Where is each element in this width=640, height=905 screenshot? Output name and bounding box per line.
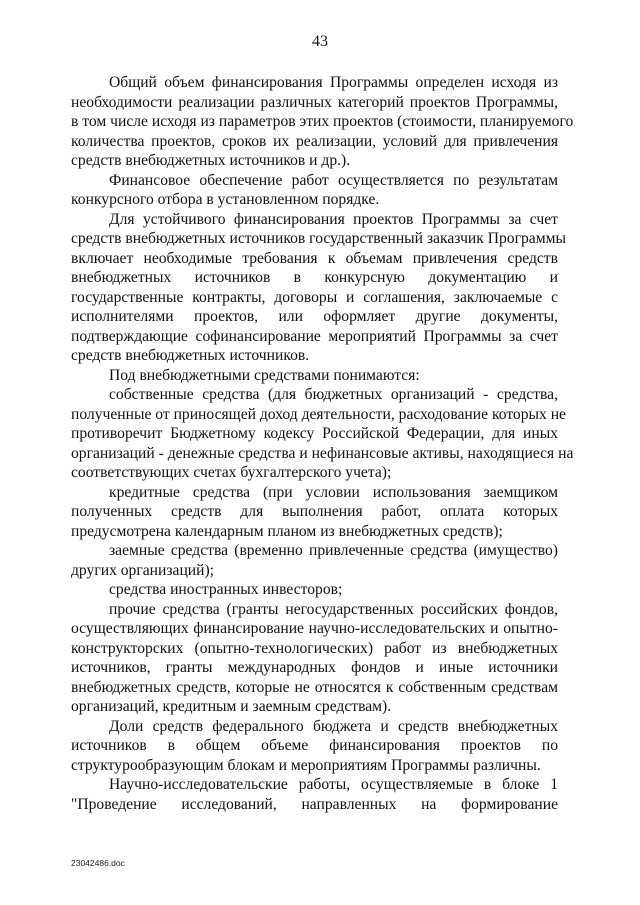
text-line: прочие средства (гранты негосударственных российских фондов, <box>109 600 558 618</box>
paragraph <box>71 580 558 600</box>
text-line: противоречит Бюджетному кодексу Российской Федерации, для иных <box>71 425 558 442</box>
text-line: подтверждающие софинансирование мероприятий Программы за счет <box>71 327 558 345</box>
paragraph <box>71 210 566 366</box>
text-line: Доли средств федерального бюджета и средств внебюджетных <box>109 717 558 735</box>
text-line: соответствующих счетах бухгалтерского учета); <box>71 464 392 481</box>
text-line: полученные от приносящей доход деятельности, расходование которых не <box>71 405 566 423</box>
text-line: Финансовое обеспечение работ осуществляется по результатам <box>109 171 558 189</box>
text-line: Общий объем финансирования Программы определен исходя из <box>109 74 558 91</box>
text-line: включает необходимые требования к объемам привлечения средств <box>71 249 558 267</box>
text-line: внебюджетных источников в конкурсную документацию и <box>71 269 558 286</box>
paragraph <box>71 73 574 171</box>
text-line: источников, гранты международных фондов и иные источники <box>71 659 558 676</box>
text-line: средств внебюджетных источников и др.). <box>71 152 351 169</box>
text-line: структурообразующим блокам и мероприятиям Программы различны. <box>71 756 541 774</box>
text-line: в том числе исходя из параметров этих проектов (стоимости, планируемого <box>71 113 574 130</box>
text-line: количества проектов, сроков их реализации, условий для привлечения <box>71 132 558 150</box>
text-line: источников в общем объеме финансирования проектов по <box>71 737 558 754</box>
paragraph <box>71 775 558 814</box>
text-line: организаций, кредитным и заемным средствам). <box>71 698 392 715</box>
document-body <box>71 73 574 814</box>
text-line: Под внебюджетными средствами понимаются: <box>109 366 420 384</box>
text-line: кредитные средства (при условии использования заемщиком <box>109 483 558 501</box>
text-line: конкурсного отбора в установленном порядке. <box>71 191 380 208</box>
text-line: других организаций); <box>71 561 215 579</box>
paragraph <box>71 366 558 386</box>
text-line: предусмотрена календарным планом из внебюджетных средств); <box>71 522 503 540</box>
text-line: заемные средства (временно привлеченные средства (имущество) <box>109 542 558 559</box>
page-number: 43 <box>312 33 328 50</box>
text-line: исполнителями проектов, или оформляет другие документы, <box>71 308 558 325</box>
text-line: средств внебюджетных источников. <box>71 347 310 364</box>
paragraph <box>71 385 574 483</box>
paragraph <box>71 541 558 580</box>
text-line: необходимости реализации различных категорий проектов Программы, <box>71 93 558 111</box>
paragraph <box>71 171 558 210</box>
text-line: полученных средств для выполнения работ, оплата которых <box>71 503 558 520</box>
paragraph <box>71 483 558 542</box>
text-line: собственные средства (для бюджетных организаций - средства, <box>109 386 558 403</box>
text-line: "Проведение исследований, направленных на формирование <box>71 795 558 813</box>
text-line: государственные контракты, договоры и соглашения, заключаемые с <box>71 288 558 306</box>
text-line: осуществляющих финансирование научно-исследовательских и опытно- <box>71 620 558 637</box>
paragraph <box>71 600 558 717</box>
paragraph <box>71 717 558 776</box>
text-line: внебюджетных средств, которые не относятся к собственным средствам <box>71 678 558 696</box>
text-line: организаций - денежные средства и нефинансовые активы, находящиеся на <box>71 444 574 462</box>
footer-filename: 23042486.doc <box>71 858 125 868</box>
text-line: Для устойчивого финансирования проектов Программы за счет <box>109 210 558 228</box>
text-line: конструкторских (опытно-технологических) работ из внебюджетных <box>71 639 558 657</box>
text-line: Научно-исследовательские работы, осуществляемые в блоке 1 <box>109 776 558 793</box>
text-line: средств внебюджетных источников государственный заказчик Программы <box>71 230 566 247</box>
text-line: средства иностранных инвесторов; <box>109 581 343 598</box>
